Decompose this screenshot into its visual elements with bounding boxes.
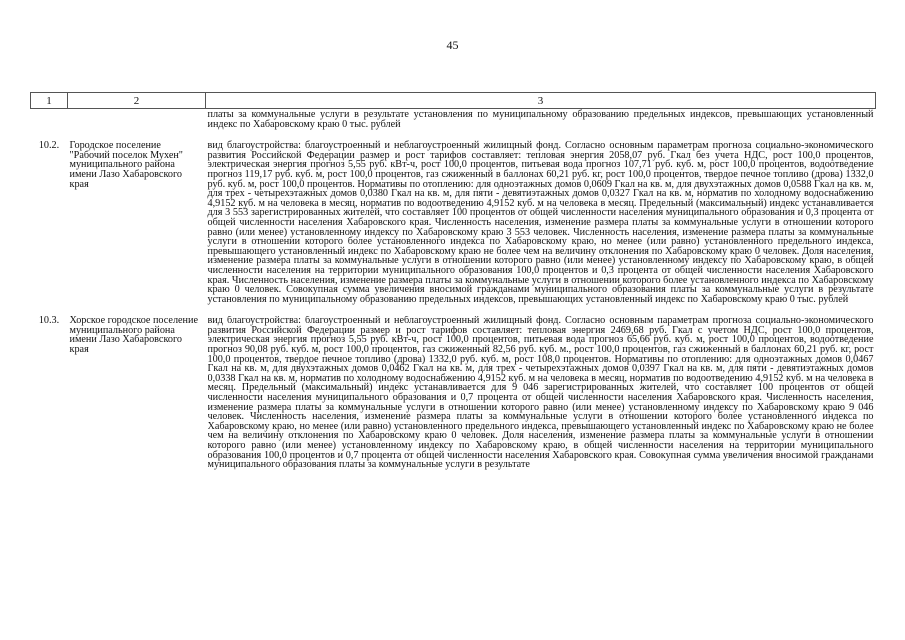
row-number: 10.2. [38, 140, 60, 152]
continuation-text: платы за коммунальные услуги в результате установления по муниципальному образованию предельных индексов, превышающих установленный индекс по Хабаровскому краю 0 тыс. рублей [207, 109, 874, 130]
table-row [31, 316, 876, 532]
column-header-1: 1 [31, 93, 68, 109]
settlement-name: Хорское городское поселение муниципального района имени Лазо Хабаровского края [69, 315, 198, 356]
table-row [31, 141, 876, 316]
row-number-cell [31, 109, 68, 142]
row-name-cell [68, 109, 206, 142]
table-header-row [31, 93, 876, 109]
table-row-continuation [31, 109, 876, 142]
row-description-cell [206, 316, 876, 532]
tariff-table [30, 92, 876, 532]
column-header-2: 2 [68, 93, 206, 109]
row-description: вид благоустройства: благоустроенный и неблагоустроенный жилищный фонд. Согласно основным параметрам прогноза социально-экономического развития Российской Федерации размер и рост тарифов составляет: тепловая энергия 2469,68 руб. Гкал с учетом НДС, рост 100,0 процентов, электрическая энергия прогноз 5,55 руб. кВт-ч, рост 100,0 процентов, питьевая вода прогноз 65,66 руб. куб. м, рост 100,0 процентов, водоотведение прогноз 90,08 руб. куб. м, рост 100,0 процентов, газ сжиженный 82,56 руб. куб. м., рост 100,0 процентов, газ сжиженный в баллонах 60,21 руб. кг, рост 100,0 процентов, твердое печное топливо (дрова) 1332,0 руб. куб. м, рост 108,0 процентов. Нормативы по отоплению: для одноэтажных домов 0,0467 Гкал на кв. м, для двухэтажных домов 0,0462 Гкал на кв. м, для трех - четырехэтажных домов 0,0397 Гкал на кв. м, для пяти - девятиэтажных домов 0,0338 Гкал на кв. м, норматив по холодному водоснабжению 4,9152 куб. м на человека в месяц, норматив по водоотведению 4,9152 куб. м на человека в месяц. Предельный (максимальный) индекс устанавливается для 9 046 зарегистрированных жителей, что составляет 100 процентов от общей численности населения муниципального образования и 0,7 процента от общей численности населения Хабаровского края. Численность населения, изменение размера платы за коммунальные услуги в отношении которого равно (или менее) установленному индексу по Хабаровскому краю 9 046 человек. Численность населения, изменение размера платы за коммунальные услуги в отношении которого более установленного индекса по Хабаровскому краю, но менее (или равно) установленного предельного индекса, превышающего установленный индекс по Хабаровскому краю не более чем на величину отклонения по Хабаровскому краю 0 человек. Доля населения, изменение размера платы за коммунальные услуги в отношении которого равно (или менее) установленному индексу по Хабаровскому краю, в общей численности населения на территории муниципального образования 100,0 процентов и 0,7 процента от общей численности населения Хабаровского края. Совокупная сумма увеличения вносимой гражданами муниципального образования платы за коммунальные услуги в результате [207, 316, 874, 471]
row-number: 10.3. [38, 315, 60, 327]
settlement-name: Городское поселение "Рабочий поселок Мухен" муниципального района имени Лазо Хабаровского края [69, 140, 183, 190]
row-description: вид благоустройства: благоустроенный и неблагоустроенный жилищный фонд. Согласно основным параметрам прогноза социально-экономического развития Российской Федерации размер и рост тарифов составляет: тепловая энергия 2058,07 руб. Гкал без учета НДС, рост 100,0 процентов, электрическая энергия прогноз 5,55 руб. кВт-ч, рост 100,0 процентов, питьевая вода прогноз 107,71 руб. куб. м, рост 100,0 процентов, водоотведение прогноз 119,17 руб. куб. м, рост 100,0 процентов, газ сжиженный в баллонах 60,21 руб. кг, рост 100,0 процентов, твердое печное топливо (дрова) 1332,0 руб. куб. м, рост 100,0 процентов. Нормативы по отоплению: для одноэтажных домов 0,0609 Гкал на кв. м, для двухэтажных домов 0,0588 Гкал на кв. м, для трех - четырехэтажных домов 0,0380 Гкал на кв. м, для пяти - девятиэтажных домов 0,0327 Гкал на кв. м, норматив по холодному водоснабжению 4,9152 куб. м на человека в месяц, норматив по водоотведению 4,9152 куб. м на человека в месяц. Предельный (максимальный) индекс устанавливается для 3 553 зарегистрированных жителей, что составляет 100 процентов от общей численности населения муниципального образования и 0,3 процента от общей численности населения Хабаровского края. Численность населения, изменение размера платы за коммунальные услуги в отношении которого равно (или менее) установленному индексу по Хабаровскому краю 3 553 человек. Численность населения, изменение размера платы за коммунальные услуги в отношении которого более установленного индекса по Хабаровскому краю, но менее (или равно) установленного предельного индекса, превышающего установленный индекс по Хабаровскому краю не более чем на величину отклонения по Хабаровскому краю 0 человек. Доля населения, изменение размера платы за коммунальные услуги в отношении которого равно (или менее) установленному индексу по Хабаровскому краю, в общей численности населения на территории муниципального образования 100,0 процентов и 0,3 процента от общей численности населения Хабаровского края. Численность населения, изменение размера платы за коммунальные услуги в отношении которого более установленного индекса по Хабаровскому краю 0 человек. Совокупная сумма увеличения вносимой гражданами муниципального образования платы за коммунальные услуги в результате установления по муниципальному образованию предельных индексов, превышающих установленный индекс по Хабаровскому краю 0 тыс. рублей [207, 140, 874, 305]
column-header-3: 3 [206, 93, 876, 109]
page-number: 45 [446, 38, 459, 52]
